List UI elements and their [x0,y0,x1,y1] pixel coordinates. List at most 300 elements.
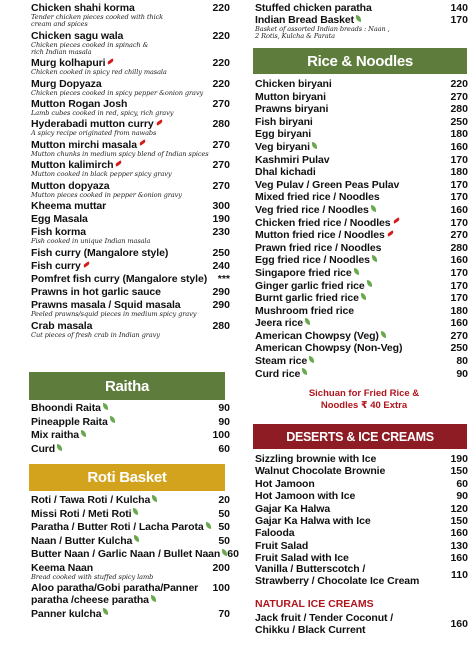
menu-item-name-text: Fish curry (Mangalore style) [31,246,169,259]
menu-item [244,305,474,317]
menu-item-name-text: Hyderabadi mutton curry [31,118,154,131]
menu-item-price: *** [217,273,230,286]
menu-item-price: 250 [212,246,230,259]
menu-item-price: 90 [218,402,230,414]
menu-item-price: 150 [450,465,468,478]
menu-item-description: rich Indian masala [31,47,92,56]
menu-item-price: 220 [450,78,468,90]
sichuan-note [264,388,464,412]
menu-item-name [255,91,440,103]
menu-item-name-text: Prawns masala / Squid masala [31,299,181,312]
menu-item-price: 60 [227,548,239,560]
menu-item-name [255,453,440,465]
menu-item [244,453,474,465]
menu-item-description: Chicken pieces cooked in spicy pepper &onion gravy [31,88,204,97]
menu-item-row [31,260,230,272]
menu-item-name [255,166,440,178]
menu-item-price: 250 [450,115,468,128]
menu-item-row [255,465,468,477]
menu-item-row [255,503,468,515]
menu-item-name-text: Pomfret fish curry (Mangalore style) [31,273,208,286]
menu-item-name [31,582,202,606]
menu-item-row [31,30,230,42]
menu-item-name [255,317,440,329]
menu-item [244,154,474,166]
menu-item-description: Mutton pieces cooked in pepper &onion gravy [31,190,182,199]
desserts-banner [253,424,467,449]
menu-item-row [31,139,230,151]
menu-item-name-text: Steam rice [255,355,308,368]
menu-item [0,286,236,298]
menu-item [0,608,236,620]
veg-leaf-icon [302,368,307,375]
menu-item-name-text: Roti / Tawa Roti / Kulcha [31,494,151,506]
menu-item-name-text: Jeera rice [255,317,304,330]
veg-leaf-icon [381,331,386,338]
menu-item-price: 140 [450,2,468,14]
menu-item [244,478,474,490]
menu-item [244,515,474,527]
menu-item-name-text: Veg biryani [255,140,310,153]
menu-item-row [31,247,230,259]
menu-item-row [31,286,230,298]
veg-leaf-icon [367,280,372,287]
menu-item-name [255,515,440,527]
menu-item-name-text: Egg Masala [31,213,88,226]
menu-item-name-text: Veg Pulav / Green Peas Pulav [255,178,400,191]
menu-item-price: 170 [450,14,468,26]
menu-item-name-text: Murg Dopyaza [31,77,102,90]
menu-item-price: 230 [212,226,230,239]
menu-item-row [31,443,230,455]
menu-item-price: 270 [212,159,230,172]
menu-item-row [255,368,468,380]
menu-item-name-text: Paratha / Butter Roti / Lacha Parota [31,521,204,533]
menu-item-name-text: Fruit Salad with Ice [255,552,349,565]
menu-item-row [31,521,230,533]
menu-item-name-text: Mutton Rogan Josh [31,97,128,110]
menu-item [244,355,474,367]
menu-item-price: 160 [450,254,468,267]
menu-item-row [255,453,468,465]
rice-noodles-banner [253,48,467,74]
veg-leaf-icon [354,268,359,275]
menu-item-name [31,139,202,151]
menu-item-name [255,204,440,216]
menu-item-description: cream and spices [31,20,88,29]
menu-item-row [31,508,230,520]
raitha-banner [29,372,225,400]
menu-item-name-text: Missi Roti / Meti Roti [31,507,132,520]
menu-item-name-text: Kheema muttar [31,199,107,212]
vanilla-ice-cream-item [244,563,474,587]
menu-item-row [255,280,468,292]
chili-icon [387,230,394,236]
menu-item-name [255,254,440,266]
menu-item [0,118,236,137]
menu-item-price: 160 [450,203,468,216]
menu-item-name-text: Stuffed chicken paratha [255,2,372,14]
menu-item [244,490,474,502]
veg-leaf-icon [372,255,377,262]
chili-icon [115,160,122,166]
veg-leaf-icon [103,608,108,615]
menu-item [244,342,474,354]
menu-item-row [255,478,468,490]
menu-item-description: Chicken cooked in spicy red chilly masala [31,68,167,77]
menu-item-price: 300 [212,199,230,212]
menu-item-row [255,292,468,304]
menu-item-description: 2 Rotis, Kulcha & Parata [255,32,335,41]
menu-item [0,247,236,259]
menu-item-name-text: Fish curry [31,259,81,272]
menu-item-price: 170 [450,191,468,204]
menu-item-name [255,116,440,128]
menu-item-name [31,548,227,560]
menu-item-name [31,200,202,212]
menu-item-price: 280 [212,319,230,332]
menu-item [0,213,236,225]
menu-item-price: 80 [456,355,468,368]
menu-item-row [255,128,468,140]
menu-item-row [255,254,468,266]
menu-item-name-text: Mutton fried rice / Noodles [255,229,385,242]
menu-item-row [31,494,230,506]
menu-item-name-text: Mutton kalimirch [31,159,114,172]
menu-item-price: 170 [450,279,468,292]
menu-item-name-text: Hot Jamoon with Ice [255,490,356,503]
menu-item [0,548,239,560]
menu-item-price: 290 [212,286,230,299]
menu-item-name [31,608,202,620]
menu-item [0,139,236,158]
menu-item-row [255,179,468,191]
menu-item [0,98,236,117]
menu-item-name-text: Gajar Ka Halwa [255,502,331,515]
menu-item [0,582,236,606]
menu-item-name [31,562,202,574]
menu-item-price: 90 [218,415,230,428]
menu-item-name-text: Prawns biryani [255,103,329,116]
bread-list [244,2,474,40]
veg-leaf-icon [133,508,138,515]
menu-item-price: 70 [218,607,230,620]
vanilla-line-2: Strawberry / Chocolate Ice Cream [255,575,420,587]
menu-item-name-text: American Chowpsy (Veg) [255,329,379,342]
menu-item-description: Fish cooked in unique Indian masala [31,237,151,246]
menu-item-name-text: Fish biryani [255,115,313,128]
veg-leaf-icon [152,495,157,502]
menu-item-description: Cut pieces of fresh crab in Indian gravy [31,330,160,339]
menu-item-description: A spicy recipe originated from nawabs [31,129,157,138]
sichuan-note-line-1: Sichuan for Fried Rice & [308,388,420,399]
menu-item-name-text: Fish korma [31,226,87,239]
menu-item [0,180,236,199]
menu-item-name [255,191,440,203]
jack-line-2: Chikku / Black Current [255,624,366,636]
menu-item-name-text: Mixed fried rice / Noodles [255,191,380,204]
menu-item-name-text: Hot Jamoon [255,477,315,490]
menu-item-price: 270 [450,229,468,242]
menu-item-name [255,305,440,317]
menu-item-row [255,515,468,527]
menu-item-name [255,292,440,304]
menu-item-row [255,267,468,279]
menu-item-price: 50 [218,507,230,520]
menu-item-price: 270 [212,138,230,151]
menu-item-name-text: Curd rice [255,367,301,380]
menu-item [0,299,236,318]
menu-item-name-text: Aloo paratha/Gobi paratha/Panner paratha /cheese paratha [31,582,199,607]
menu-item-name-text: Mushroom fried rice [255,304,355,317]
veg-leaf-icon [371,205,376,212]
veg-leaf-icon [110,416,115,423]
menu-item-row [255,305,468,317]
menu-item-row [255,330,468,342]
menu-item-name [31,494,202,506]
menu-item-price: 160 [450,552,468,565]
menu-item-name [255,368,440,380]
menu-item [0,159,236,178]
menu-item-name [255,2,440,14]
menu-item-price: 90 [456,367,468,380]
menu-item-name [31,521,211,533]
menu-item-price: 290 [212,299,230,312]
menu-item [244,141,474,153]
menu-item-description: Chicken pieces cooked in spinach & [31,40,149,49]
menu-item-row [31,273,230,285]
menu-item-name-text: Mix raitha [31,429,80,442]
menu-item-price: 60 [218,442,230,455]
menu-item-name [255,478,440,490]
menu-item [0,521,236,533]
menu-item [244,292,474,304]
menu-item [0,320,236,339]
veg-leaf-icon [309,356,314,363]
chili-icon [155,119,162,125]
menu-item-name [255,217,440,229]
chili-icon [107,58,114,64]
menu-item [244,503,474,515]
menu-item-row [255,154,468,166]
veg-leaf-icon [134,535,139,542]
roti-list [0,494,239,621]
vanilla-line-1: Vanilla / Butterscotch / [255,563,366,575]
menu-item-row [31,582,230,606]
menu-item-name [255,540,440,552]
menu-item-price: 150 [450,514,468,527]
menu-item [244,166,474,178]
menu-item-price: 20 [218,494,230,506]
menu-item-name [31,535,202,547]
menu-item-name-text: Mutton mirchi masala [31,138,137,151]
menu-item-name-text: Kashmiri Pulav [255,153,330,166]
menu-item-description: Tender chicken pieces cooked with thick [31,13,164,21]
curries-list [0,2,236,340]
menu-item [0,57,236,76]
menu-item-price: 270 [450,90,468,103]
menu-item-price: 270 [450,329,468,342]
menu-item [244,527,474,539]
menu-item [0,2,236,28]
menu-item-name-text: Murg kolhapuri [31,57,106,70]
menu-item-name-text: Butter Naan / Garlic Naan / Bullet Naan [31,548,221,560]
menu-item-price: 160 [450,527,468,540]
menu-item-name [255,78,440,90]
menu-item [244,78,474,90]
desserts-list [244,453,474,565]
menu-item-name-text: American Chowpsy (Non-Veg) [255,342,403,355]
menu-item [244,317,474,329]
menu-item-row [31,402,230,414]
menu-item [0,562,236,581]
menu-item-price: 160 [450,317,468,330]
menu-item-name-text: Chicken sagu wala [31,29,124,42]
menu-item-name-text: Prawn fried rice / Noodles [255,241,382,254]
menu-item-description: Lamb cubes cooked in red, spicy, rich gravy [31,108,174,117]
menu-item-name-text: Falooda [255,527,295,540]
menu-item-description: Basket of assorted Indian breads : Naan , [255,25,390,33]
menu-item-row [31,535,230,547]
menu-item-name [31,429,202,441]
menu-item [244,254,474,266]
menu-item-name [255,355,440,367]
menu-item-price: 220 [212,2,230,14]
menu-item-price: 180 [450,166,468,179]
roti-basket-banner [29,464,225,491]
menu-item [0,200,236,212]
menu-item-price: 50 [218,534,230,547]
jack-price: 160 [450,618,468,630]
menu-item-name [255,280,440,292]
menu-item-row [255,242,468,254]
menu-item-name-text: Keema Naan [31,561,94,574]
menu-item-name [31,78,202,90]
menu-item-row [255,204,468,216]
menu-item-name [255,229,440,241]
chili-icon [392,218,399,224]
menu-item-name-text: Naan / Butter Kulcha [31,534,133,547]
menu-item-name-text: Ginger garlic fried rice [255,279,365,292]
veg-leaf-icon [356,15,361,22]
menu-item-row [31,562,230,574]
menu-item-name-text: Burnt garlic fried rice [255,292,359,305]
menu-item-row [31,200,230,212]
menu-item [0,535,236,547]
menu-item [244,330,474,342]
menu-item-description: Mutton chunks in medium spicy blend of Indian spices [31,149,209,158]
menu-item-price: 160 [450,140,468,153]
menu-item-name-text: Veg fried rice / Noodles [255,203,369,216]
menu-item-price: 270 [212,179,230,192]
menu-item [244,242,474,254]
menu-item-name [255,490,440,502]
menu-item-name-text: Singapore fried rice [255,266,352,279]
menu-item-name [255,465,440,477]
menu-item-name [255,527,440,539]
menu-item-price: 90 [456,490,468,503]
menu-item [244,2,474,14]
menu-item-price: 190 [212,213,230,226]
menu-item-row [255,116,468,128]
menu-item-price: 170 [450,153,468,166]
menu-item-price: 100 [212,429,230,442]
raitha-title: Raitha [104,377,150,395]
menu-item-price: 100 [212,582,230,595]
menu-item-name-text: Fruit Salad [255,539,309,552]
menu-item-name-text: Gajar Ka Halwa with Ice [255,514,371,527]
menu-item-description: Mutton cooked in black pepper spicy gravy [31,170,172,179]
menu-item-name [255,267,440,279]
menu-item-price: 170 [450,292,468,305]
raitha-list [0,402,236,456]
menu-item-price: 180 [450,304,468,317]
menu-item-name-text: Pineapple Raita [31,415,108,428]
menu-item [0,226,236,245]
menu-item-row [255,78,468,90]
menu-item [0,260,236,272]
menu-item [244,116,474,128]
menu-item [244,128,474,140]
menu-item-name-text: Mutton biryani [255,90,326,103]
menu-item [0,78,236,97]
menu-item-price: 170 [450,216,468,229]
menu-item-price: 190 [450,453,468,465]
menu-item-name [255,128,440,140]
menu-item-name-text: Mutton dopyaza [31,179,110,192]
menu-item-row [255,141,468,153]
veg-leaf-icon [151,595,156,602]
menu-item [244,267,474,279]
menu-item-name-text: Bhoondi Raita [31,402,101,414]
menu-item-name-text: Panner kulcha [31,607,102,620]
menu-item-name-text: Curd [31,442,56,455]
menu-item-name [255,242,440,254]
menu-item-name [31,286,202,298]
menu-item-row [255,103,468,115]
menu-item-price: 60 [456,477,468,490]
menu-item-row [31,429,230,441]
menu-item-name [31,260,202,272]
veg-leaf-icon [361,293,366,300]
menu-item-name [31,402,202,414]
menu-item-name [255,154,440,166]
vanilla-price: 110 [451,569,468,581]
veg-leaf-icon [312,142,317,149]
menu-item [244,465,474,477]
menu-item [244,179,474,191]
menu-item-price: 50 [218,521,230,533]
menu-item-name-text: Chicken biryani [255,78,332,90]
menu-item-row [255,2,468,14]
menu-item-name [31,247,202,259]
menu-item [244,540,474,552]
natural-ice-creams-heading [244,594,380,612]
sichuan-note-line-2: Noodles ₹ 40 Extra [320,400,408,411]
menu-item [0,443,236,455]
rice-list [244,78,474,380]
menu-item-name [31,213,202,225]
menu-item-name [255,503,440,515]
menu-item-price: 200 [212,561,230,574]
menu-item-row [31,416,230,428]
menu-item-price: 220 [212,29,230,42]
menu-item-name-text: Prawns in hot garlic sauce [31,286,161,299]
menu-item-price: 170 [450,178,468,191]
menu-item-name-text: Crab masala [31,319,93,332]
menu-item-name [31,180,202,192]
menu-item-row [255,217,468,229]
